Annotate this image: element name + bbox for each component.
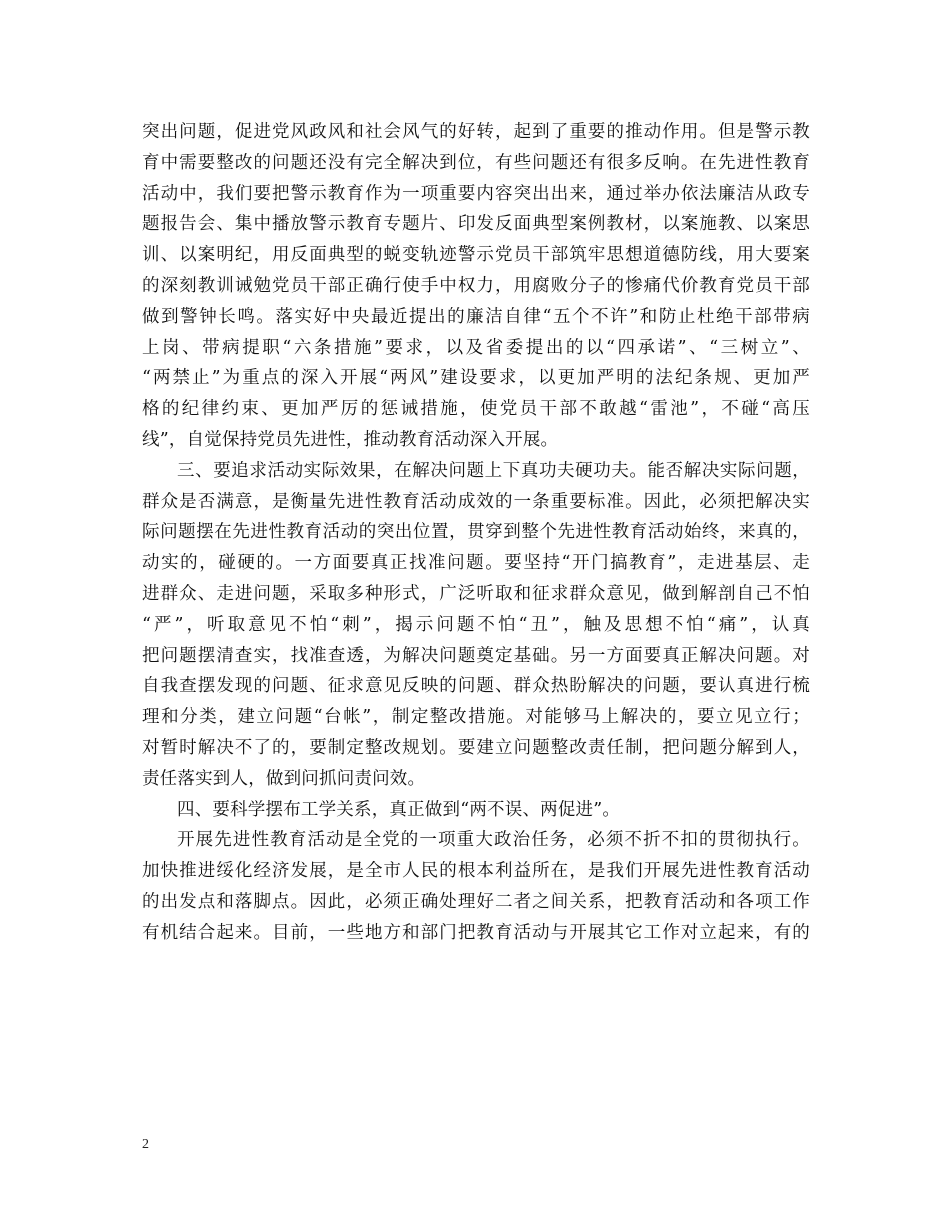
text-line: 进群众、走进问题，采取多种形式，广泛听取和征求群众意见，做到解剖自己不怕 — [142, 583, 810, 604]
text-line: 责任落实到人，做到问抓问责问效。 — [142, 768, 426, 789]
text-line: 育中需要整改的问题还没有完全解决到位，有些问题还有很多反响。在先进性教育 — [142, 152, 810, 173]
text-line: 动实的，碰硬的。一方面要真正找准问题。要坚持“开门搞教育”，走进基层、走 — [142, 553, 810, 574]
text-line: 上岗、带病提职“六条措施”要求，以及省委提出的以“四承诺”、“三树立”、 — [142, 337, 810, 358]
text-line: 的出发点和落脚点。因此，必须正确处理好二者之间关系，把教育活动和各项工作 — [142, 891, 810, 912]
page-number: 2 — [142, 1137, 149, 1152]
section-heading: 四、要科学摆布工学关系，真正做到“两不误、两促进”。 — [177, 799, 621, 820]
text-line: 突出问题，促进党风政风和社会风气的好转，起到了重要的推动作用。但是警示教 — [142, 122, 810, 142]
text-line: 三、要追求活动实际效果，在解决问题上下真功夫硬功夫。能否解决实际问题， — [177, 460, 810, 481]
text-line: 际问题摆在先进性教育活动的突出位置，贯穿到整个先进性教育活动始终，来真的， — [142, 522, 810, 543]
text-line: 有机结合起来。目前，一些地方和部门把教育活动与开展其它工作对立起来，有的 — [142, 922, 810, 943]
body-text — [142, 117, 810, 949]
text-line: 格的纪律约束、更加严厉的惩诫措施，使党员干部不敢越“雷池”，不碰“高压 — [142, 399, 810, 420]
text-line: 题报告会、集中播放警示教育专题片、印发反面典型案例教材，以案施教、以案思 — [142, 214, 810, 235]
text-line: 开展先进性教育活动是全党的一项重大政治任务，必须不折不扣的贯彻执行。 — [177, 830, 810, 851]
text-line: 训、以案明纪，用反面典型的蜕变轨迹警示党员干部筑牢思想道德防线，用大要案 — [142, 245, 810, 266]
text-line: “严”，听取意见不怕“刺”，揭示问题不怕“丑”，触及思想不怕“痛”，认真 — [142, 614, 810, 635]
text-line: 把问题摆清查实，找准查透，为解决问题奠定基础。另一方面要真正解决问题。对 — [142, 645, 810, 666]
text-line: 线”，自觉保持党员先进性，推动教育活动深入开展。 — [142, 429, 559, 450]
text-line: “两禁止”为重点的深入开展“两风”建设要求，以更加严明的法纪条规、更加严 — [142, 368, 810, 389]
text-line: 对暂时解决不了的，要制定整改规划。要建立问题整改责任制，把问题分解到人， — [142, 737, 810, 758]
text-line: 做到警钟长鸣。落实好中央最近提出的廉洁自律“五个不许”和防止杜绝干部带病 — [142, 306, 810, 327]
text-line: 加快推进绥化经济发展，是全市人民的根本利益所在，是我们开展先进性教育活动 — [142, 861, 810, 882]
text-line: 的深刻教训诫勉党员干部正确行使手中权力，用腐败分子的惨痛代价教育党员干部 — [142, 275, 810, 296]
text-line: 自我查摆发现的问题、征求意见反映的问题、群众热盼解决的问题，要认真进行梳 — [142, 676, 810, 697]
text-line: 活动中，我们要把警示教育作为一项重要内容突出出来，通过举办依法廉洁从政专 — [142, 183, 810, 204]
text-line: 理和分类，建立问题“台帐”，制定整改措施。对能够马上解决的，要立见立行； — [142, 707, 810, 728]
text-line: 群众是否满意，是衡量先进性教育活动成效的一条重要标准。因此，必须把解决实 — [142, 491, 810, 512]
